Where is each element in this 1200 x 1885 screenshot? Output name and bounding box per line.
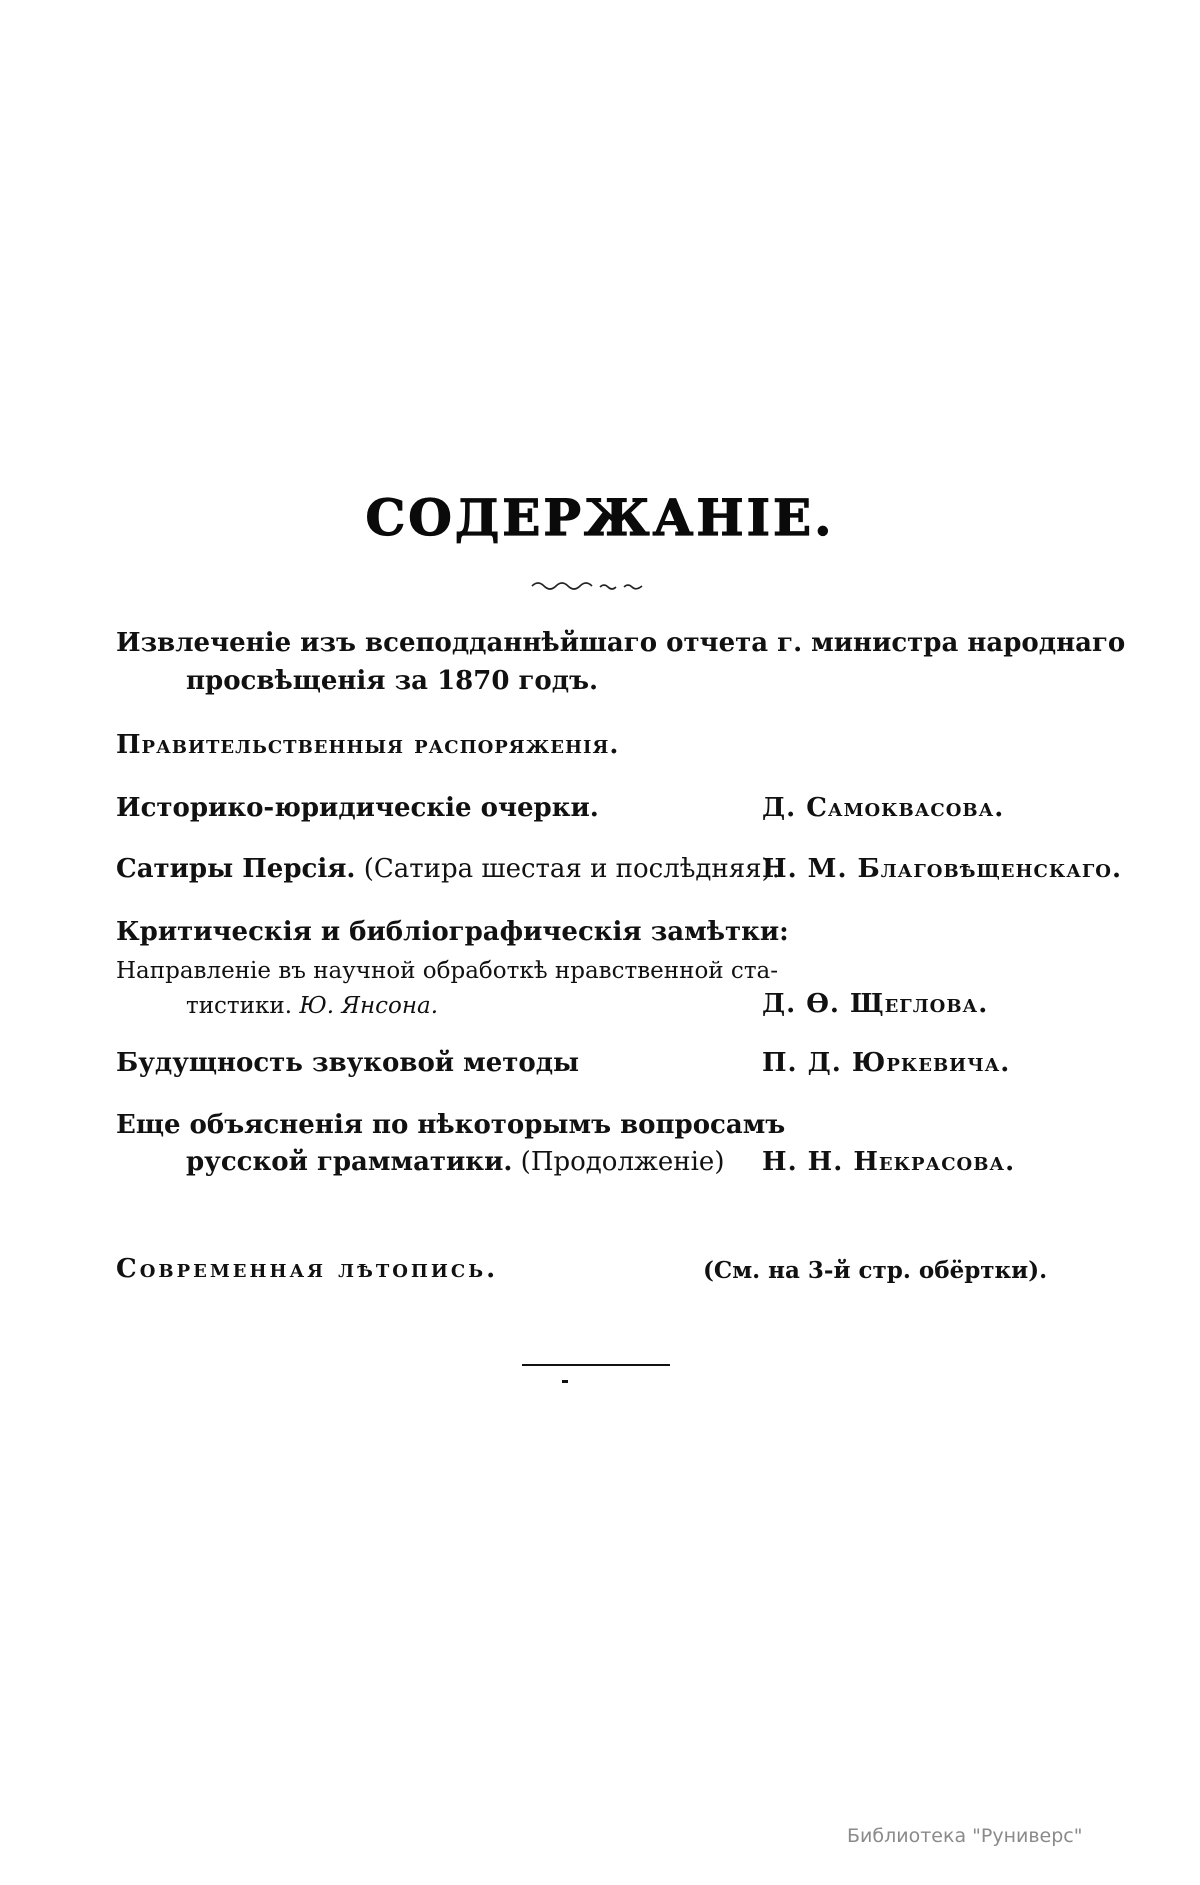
toc-entry-7-author: Н. Н. Некрасова. <box>762 1147 1016 1177</box>
toc-entry-4-author: Н. М. Благовѣщенскаго. <box>762 854 1123 884</box>
library-watermark: Библиотека "Руниверс" <box>847 1825 1083 1847</box>
toc-entry-6-author: П. Д. Юркевича. <box>762 1048 1011 1078</box>
toc-entry-5-author: Д. Ѳ. Щеглова. <box>762 989 989 1019</box>
closing-rule <box>522 1364 670 1366</box>
toc-entry-7-line-2-main: русской грамматики. <box>186 1147 513 1177</box>
toc-entry-6-title: Будущность звуковой методы <box>116 1048 580 1078</box>
toc-entry-1-line-2: просвѣщенія за 1870 годъ. <box>186 666 599 696</box>
toc-entry-2: Правительственныя распоряженія. <box>116 730 620 760</box>
toc-entry-4-title <box>116 852 780 886</box>
page-title: СОДЕРЖАНІЕ. <box>365 488 835 547</box>
toc-entry-5-heading: Критическія и библіографическія замѣтки: <box>116 917 789 947</box>
toc-entry-8-title: Современная лѣтопись. <box>116 1254 499 1284</box>
toc-entry-5-sub-line-2-author: Ю. Янсона. <box>299 993 439 1019</box>
toc-entry-8-note: (См. на 3-й стр. обёртки). <box>703 1257 1048 1284</box>
toc-entry-5-sub-line-2-text: тистики. <box>186 993 300 1019</box>
toc-entry-7-line-2 <box>186 1145 724 1179</box>
closing-dot <box>562 1380 568 1383</box>
ornament-squiggle-icon <box>530 577 650 593</box>
toc-entry-7-line-1: Еще объясненія по нѣкоторымъ вопросамъ <box>116 1110 786 1140</box>
toc-entry-3-author: Д. Самоквасова. <box>762 793 1005 823</box>
toc-entry-4-title-main: Сатиры Персія. <box>116 854 356 884</box>
toc-entry-3-title: Историко-юридическіе очерки. <box>116 793 599 823</box>
toc-entry-5-sub-line-2 <box>186 989 438 1023</box>
toc-entry-1-line-1: Извлеченіе изъ всеподданнѣйшаго отчета г. министра народнаго <box>116 628 1126 658</box>
toc-entry-7-line-2-rest: (Продолженіе) <box>512 1147 725 1177</box>
toc-entry-5-sub-line-1: Направленіе въ научной обработкѣ нравственной ста- <box>116 958 779 984</box>
toc-entry-4-title-rest: (Сатира шестая и послѣдняя). <box>355 854 780 884</box>
